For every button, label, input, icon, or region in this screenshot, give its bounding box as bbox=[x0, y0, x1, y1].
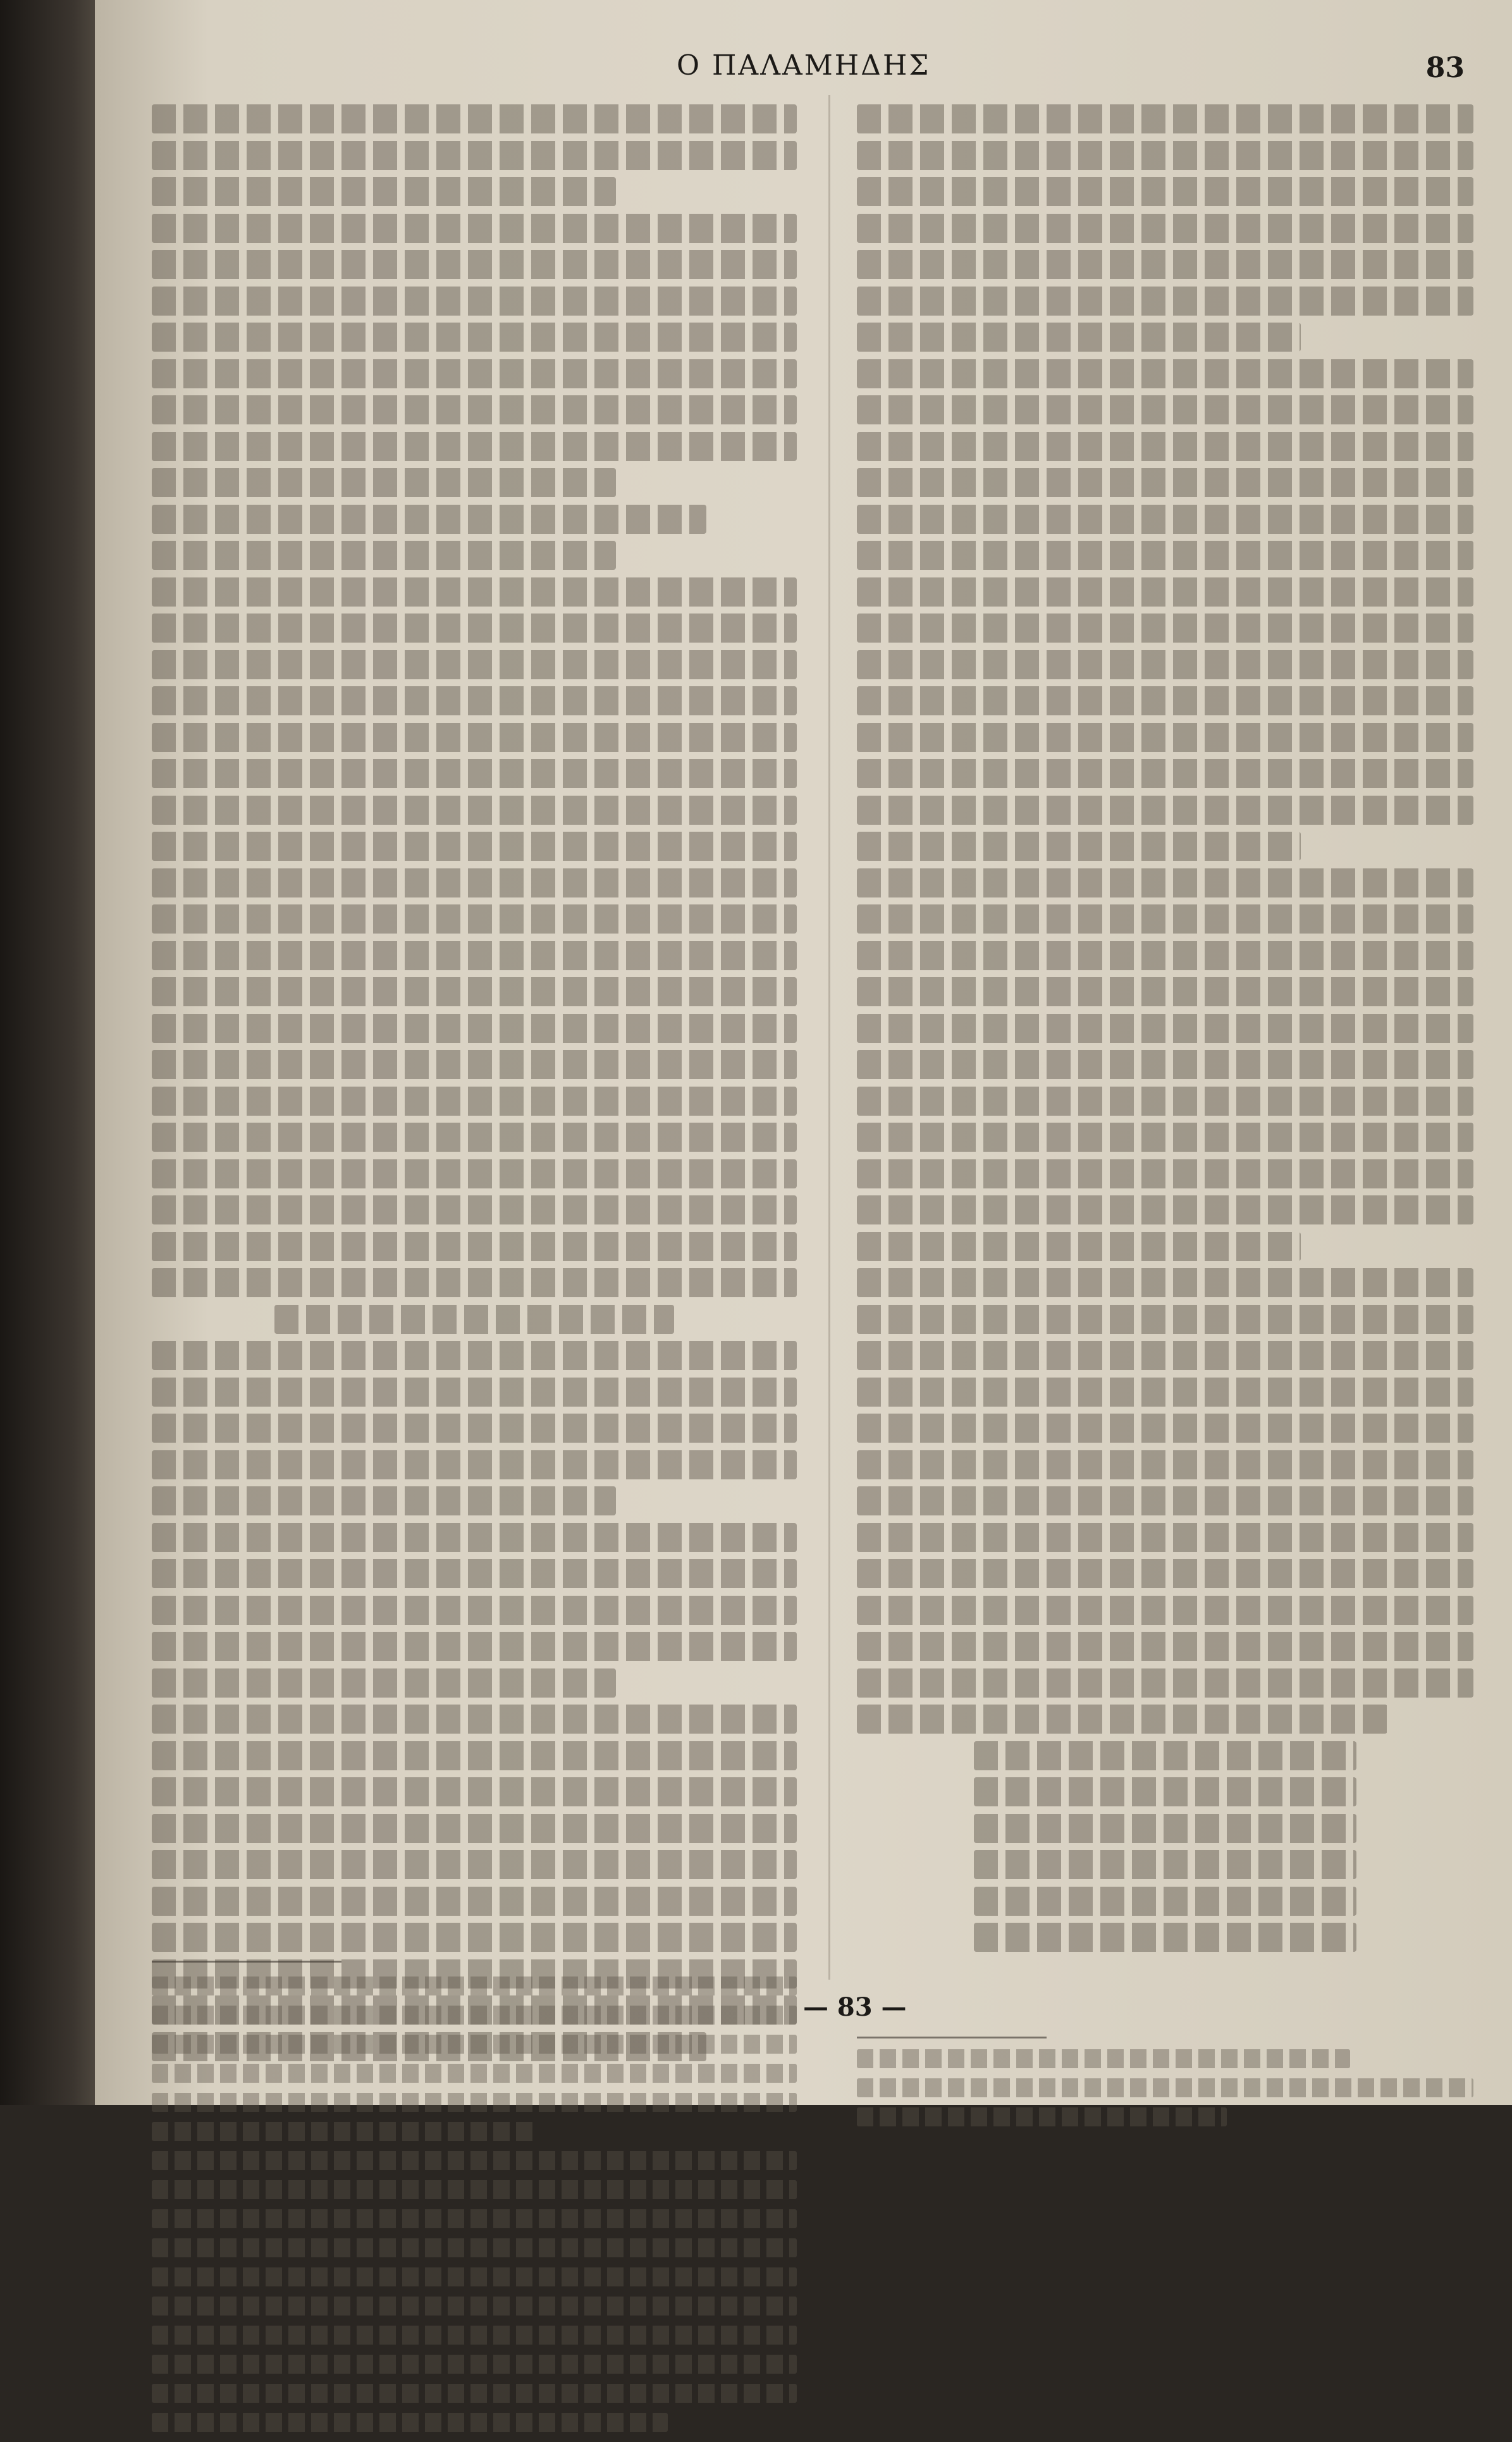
book-page bbox=[95, 0, 1512, 2105]
footnotes-left-placeholder bbox=[152, 1976, 797, 2442]
header-page-number: 83 bbox=[1425, 52, 1465, 84]
running-title: Ο ΠΑΛΑΜΗΔΗΣ bbox=[677, 49, 931, 82]
page-header bbox=[95, 49, 1512, 94]
footnotes-right-placeholder bbox=[857, 2049, 1473, 2137]
footnote-rule-left bbox=[152, 1961, 341, 1963]
right-column bbox=[857, 104, 1473, 1959]
footer-page-number: — 83 — bbox=[803, 1992, 907, 2022]
left-column bbox=[152, 104, 797, 2068]
column-divider bbox=[828, 95, 830, 1980]
footnote-rule-right bbox=[857, 2037, 1047, 2038]
body-text-placeholder bbox=[857, 104, 1473, 1952]
body-text-placeholder bbox=[152, 104, 797, 2061]
